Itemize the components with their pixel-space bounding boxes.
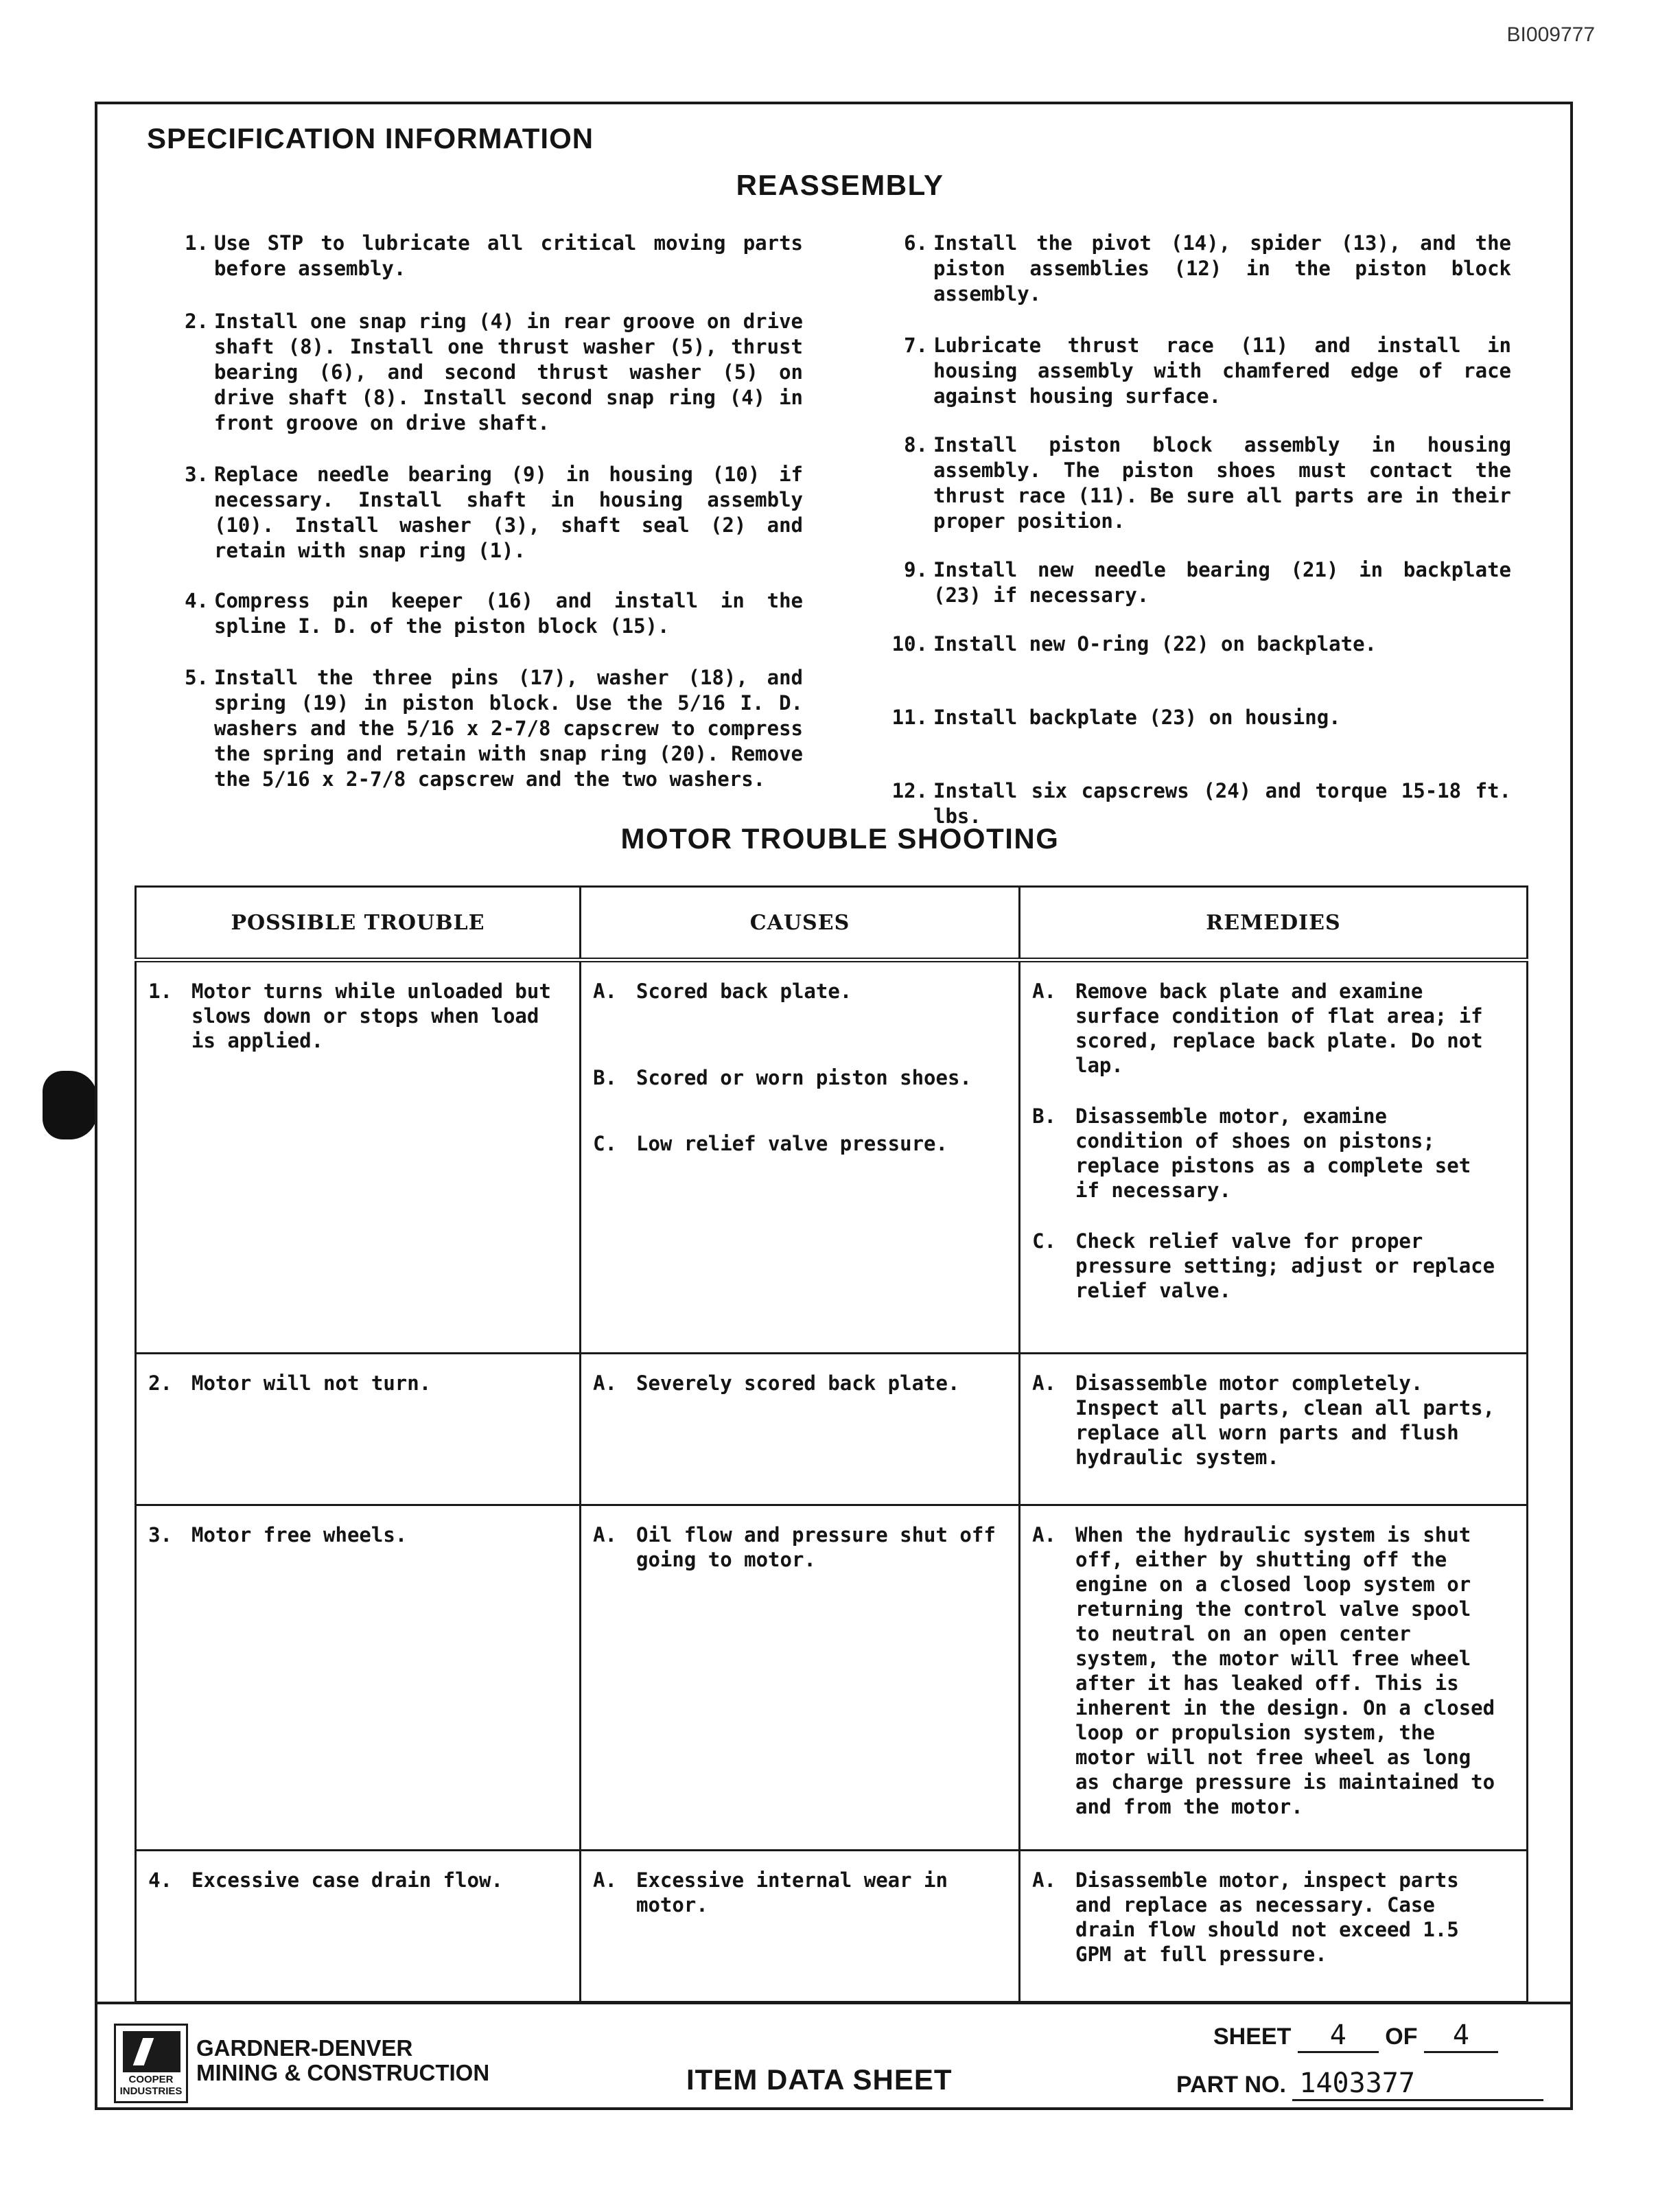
remedies-cell	[1020, 960, 1528, 1354]
sheet-number-line	[1213, 2019, 1498, 2053]
remedy-label: A.	[1032, 1371, 1056, 1395]
table-row	[136, 1354, 1528, 1505]
step-item	[880, 231, 1511, 307]
logo-subtext: COOPER INDUSTRIES	[119, 2074, 183, 2097]
trouble-text: Excessive case drain flow.	[191, 1868, 503, 1892]
step-item	[880, 557, 1511, 608]
company-name	[196, 2036, 489, 2085]
trouble-cell	[136, 1851, 581, 2002]
step-text: Install the three pins (17), washer (18), and spring (19) in piston block. Use the 5/16 I. D. washers and the 5/16 x 2-7/8 capscrew to compress the spring and retain with snap ring (20). Remove the 5/16 x 2-7/8 capscrew and the two washers.	[214, 666, 803, 791]
troubleshooting-title: MOTOR TROUBLE SHOOTING	[620, 822, 1060, 855]
step-text: Lubricate thrust race (11) and install in housing assembly with chamfered edge of race against housing surface.	[933, 334, 1511, 408]
cause-text: Excessive internal wear in motor.	[636, 1868, 948, 1916]
header-remedies: REMEDIES	[1020, 887, 1528, 960]
step-item	[880, 705, 1511, 730]
table-header-row	[136, 887, 1528, 960]
spec-title: SPECIFICATION INFORMATION	[147, 122, 594, 154]
cause-label: C.	[593, 1132, 617, 1155]
remedy-label: A.	[1032, 1523, 1056, 1547]
step-item	[172, 309, 803, 436]
cause-text: Low relief valve pressure.	[636, 1132, 948, 1155]
header-causes: CAUSES	[581, 887, 1020, 960]
cause-text: Scored or worn piston shoes.	[636, 1066, 972, 1089]
step-text: Use STP to lubricate all critical moving parts before assembly.	[214, 231, 803, 280]
row-number: 2.	[148, 1371, 172, 1395]
step-text: Install new O-ring (22) on backplate.	[933, 632, 1377, 656]
trouble-text: Motor will not turn.	[191, 1371, 432, 1395]
cause-label: B.	[593, 1066, 617, 1089]
step-text: Install six capscrews (24) and torque 15-18 ft. lbs.	[933, 779, 1511, 828]
cause-text: Severely scored back plate.	[636, 1371, 960, 1395]
part-number-line	[1176, 2068, 1543, 2101]
step-item	[172, 665, 803, 792]
remedy-text: Check relief valve for proper pressure setting; adjust or replace relief valve.	[1075, 1229, 1495, 1302]
row-number: 4.	[148, 1868, 172, 1892]
remedy-text: Remove back plate and examine surface condition of flat area; if scored, replace back plate. Do not lap.	[1075, 980, 1483, 1077]
step-text: Install piston block assembly in housing assembly. The piston shoes must contact the thrust race (11). Be sure all parts are in their proper position.	[933, 433, 1511, 533]
company-line-1: GARDNER-DENVER	[196, 2035, 413, 2061]
causes-cell	[581, 1505, 1020, 1851]
step-number: 2.	[185, 310, 209, 333]
row-number: 1.	[148, 980, 172, 1003]
document-id: BI009777	[1506, 23, 1595, 46]
step-number: 5.	[185, 666, 209, 689]
trouble-cell	[136, 1354, 581, 1505]
remedy-label: A.	[1032, 980, 1056, 1003]
step-text: Install the pivot (14), spider (13), and the piston assemblies (12) in the piston block assembly.	[933, 231, 1511, 305]
remedy-text: Disassemble motor, inspect parts and replace as necessary. Case drain flow should not exceed 1.5 GPM at full pressure.	[1075, 1868, 1459, 1966]
reassembly-title: REASSEMBLY	[736, 169, 944, 201]
trouble-text: Motor turns while unloaded but slows down or stops when load is applied.	[191, 980, 551, 1052]
table-row	[136, 1851, 1528, 2002]
remedies-cell	[1020, 1505, 1528, 1851]
remedy-text: When the hydraulic system is shut off, either by shutting off the engine on a closed loop system or returning the control valve spool to neutral on an open center system, the motor will free wheel after it has leaked off. This is inherent in the design. On a closed loop or propulsion system, the motor will not free wheel as long as charge pressure is maintained to and from the motor.	[1075, 1523, 1495, 1818]
part-number: 1403377	[1292, 2068, 1543, 2101]
sheet-number: 4	[1298, 2019, 1379, 2053]
cause-label: A.	[593, 1868, 617, 1892]
step-item	[172, 588, 803, 639]
step-item	[172, 462, 803, 564]
table-row	[136, 1505, 1528, 1851]
step-number: 9.	[904, 558, 928, 581]
of-label: OF	[1385, 2024, 1418, 2050]
step-item	[880, 632, 1511, 657]
remedy-label: B.	[1032, 1104, 1056, 1128]
step-item	[880, 432, 1511, 534]
step-number: 8.	[904, 433, 928, 456]
cause-text: Scored back plate.	[636, 980, 852, 1003]
cause-label: A.	[593, 1371, 617, 1395]
step-number: 4.	[185, 589, 209, 612]
binder-hole-mark	[43, 1071, 97, 1139]
sheet-label: SHEET	[1213, 2024, 1292, 2050]
causes-cell	[581, 960, 1020, 1354]
step-text: Install backplate (23) on housing.	[933, 706, 1341, 729]
part-label: PART NO.	[1176, 2072, 1286, 2098]
step-number: 7.	[904, 334, 928, 357]
company-line-2: MINING & CONSTRUCTION	[196, 2060, 490, 2085]
step-item	[172, 231, 803, 281]
step-text: Install new needle bearing (21) in backplate (23) if necessary.	[933, 558, 1511, 607]
table-row	[136, 960, 1528, 1354]
cause-label: A.	[593, 980, 617, 1003]
footer-divider	[95, 2002, 1573, 2004]
row-number: 3.	[148, 1523, 172, 1547]
sheet-total: 4	[1424, 2019, 1498, 2053]
step-text: Compress pin keeper (16) and install in the spline I. D. of the piston block (15).	[214, 589, 803, 638]
remedy-label: C.	[1032, 1229, 1056, 1253]
trouble-text: Motor free wheels.	[191, 1523, 408, 1547]
troubleshooting-table	[135, 885, 1528, 2003]
header-possible-trouble: POSSIBLE TROUBLE	[136, 887, 581, 960]
trouble-cell	[136, 960, 581, 1354]
remedy-text: Disassemble motor, examine condition of shoes on pistons; replace pistons as a complete set if necessary.	[1075, 1104, 1471, 1202]
cause-text: Oil flow and pressure shut off going to motor.	[636, 1523, 996, 1571]
step-text: Install one snap ring (4) in rear groove on drive shaft (8). Install one thrust washer (5), thrust bearing (6), and second thrust washer (5) on drive shaft (8). Install second snap ring (4) in front groove on drive shaft.	[214, 310, 803, 435]
reassembly-steps-right	[880, 231, 1511, 829]
step-number: 12.	[891, 779, 928, 802]
step-number: 6.	[904, 231, 928, 255]
causes-cell	[581, 1354, 1020, 1505]
causes-cell	[581, 1851, 1020, 2002]
step-number: 1.	[185, 231, 209, 255]
remedy-label: A.	[1032, 1868, 1056, 1892]
trouble-cell	[136, 1505, 581, 1851]
step-item	[880, 333, 1511, 409]
remedies-cell	[1020, 1851, 1528, 2002]
company-logo	[114, 2024, 188, 2103]
item-data-sheet-title: ITEM DATA SHEET	[686, 2063, 953, 2096]
step-item	[880, 778, 1511, 829]
step-text: Replace needle bearing (9) in housing (10) if necessary. Install shaft in housing assembly (10). Install washer (3), shaft seal (2) and retain with snap ring (1).	[214, 463, 803, 562]
step-number: 3.	[185, 463, 209, 486]
step-number: 11.	[891, 706, 928, 729]
reassembly-steps-left	[172, 231, 803, 792]
gd-logo-icon	[123, 2031, 180, 2072]
remedy-text: Disassemble motor completely. Inspect all parts, clean all parts, replace all worn parts and flush hydraulic system.	[1075, 1371, 1495, 1469]
step-number: 10.	[891, 632, 928, 656]
remedies-cell	[1020, 1354, 1528, 1505]
cause-label: A.	[593, 1523, 617, 1547]
